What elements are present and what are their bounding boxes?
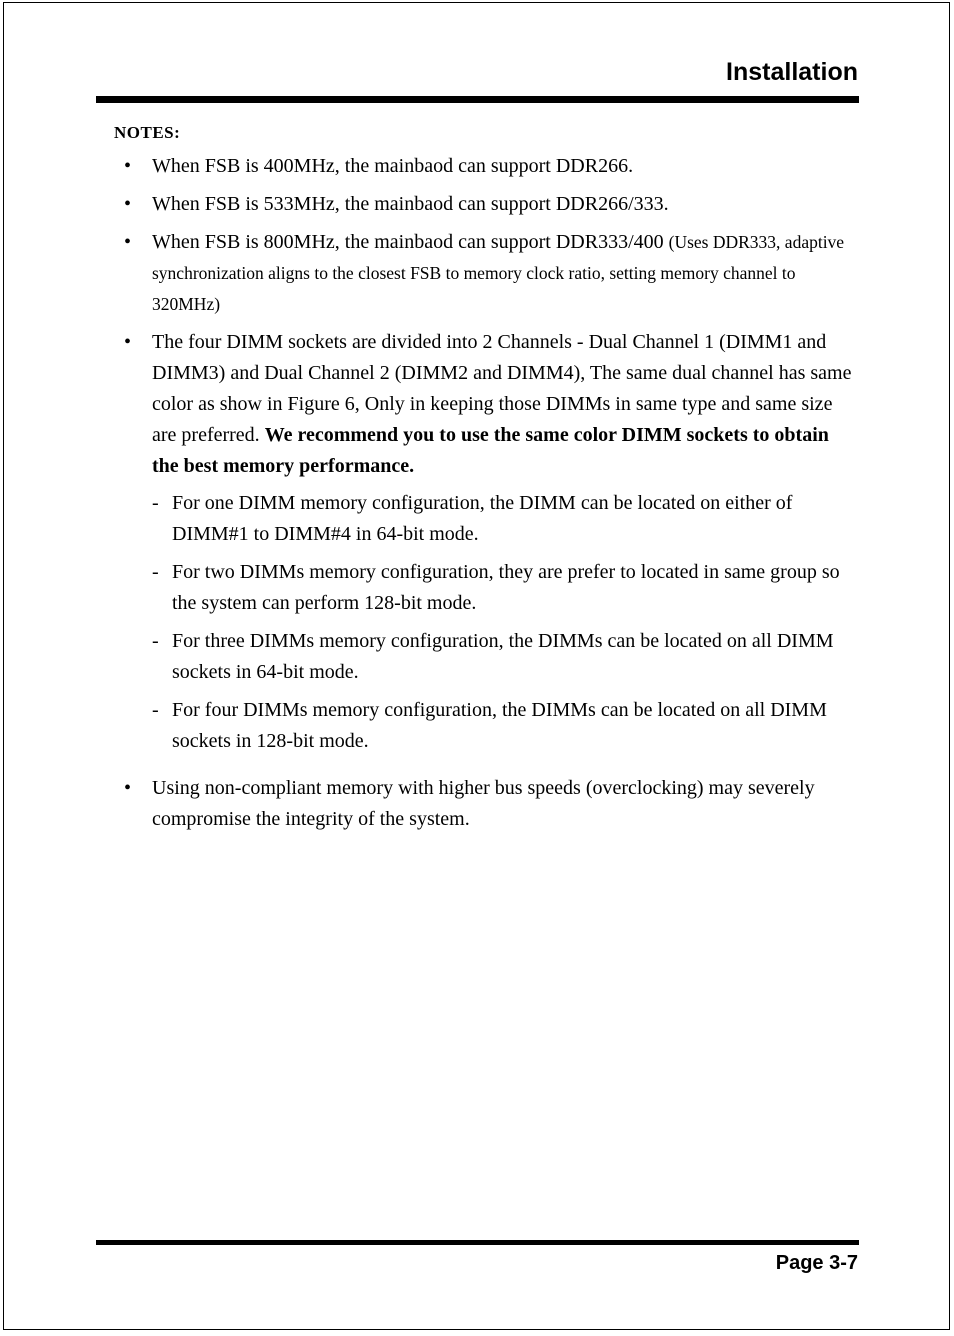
dash-mark: - [152,561,159,583]
footer-rule [96,1240,859,1245]
dimm-config-item [152,557,859,619]
dash-mark: - [152,492,159,514]
dimm-config-list [152,488,859,757]
bullet-mark: • [124,231,132,253]
bullet-mark: • [124,193,132,215]
note-item [114,227,859,320]
dash-mark: - [152,699,159,721]
notes-title: NOTES: [114,123,181,142]
note-item [114,773,859,835]
note-item [114,327,859,757]
notes-list [114,151,859,835]
section-title: Installation [726,58,858,86]
dimm-config-item [152,626,859,688]
sub-text: For two DIMMs memory configuration, they are prefer to located in same group so the system can perform 128-bit mode. [172,561,840,614]
note-item [114,189,859,220]
dimm-config-item [152,695,859,757]
note-item [114,151,859,182]
header-rule [96,96,859,103]
bullet-mark: • [124,155,132,177]
note-bold-text: We recommend you to use the same color DIMM sockets to obtain the best memory performance. [152,424,829,477]
note-text: When FSB is 800MHz, the mainbaod can support DDR333/400 [152,231,669,253]
dimm-config-item [152,488,859,550]
sub-text: For one DIMM memory configuration, the DIMM can be located on either of DIMM#1 to DIMM#4 in 64-bit mode. [172,492,793,545]
sub-text: For three DIMMs memory configuration, the DIMMs can be located on all DIMM sockets in 64-bit mode. [172,630,834,683]
notes-section [114,123,859,842]
note-text: The four DIMM sockets are divided into 2 Channels - Dual Channel 1 (DIMM1 and DIMM3) and Dual Channel 2 (DIMM2 and DIMM4), The same dual channel has same color as show in Figure 6, Only in keeping those DIMMs in same type and same size are preferred. [152,331,852,446]
dash-mark: - [152,630,159,652]
note-text: When FSB is 533MHz, the mainbaod can support DDR266/333. [152,193,669,215]
bullet-mark: • [124,777,132,799]
page-number: Page 3-7 [775,1252,858,1274]
note-text: When FSB is 400MHz, the mainbaod can support DDR266. [152,155,634,177]
bullet-mark: • [124,331,132,353]
note-small-text: (Uses DDR333, adaptive synchronization aligns to the closest FSB to memory clock ratio, setting memory channel to 320MHz) [152,232,845,314]
sub-text: For four DIMMs memory configuration, the DIMMs can be located on all DIMM sockets in 128-bit mode. [172,699,827,752]
note-text: Using non-compliant memory with higher bus speeds (overclocking) may severely compromise the integrity of the system. [152,777,815,830]
